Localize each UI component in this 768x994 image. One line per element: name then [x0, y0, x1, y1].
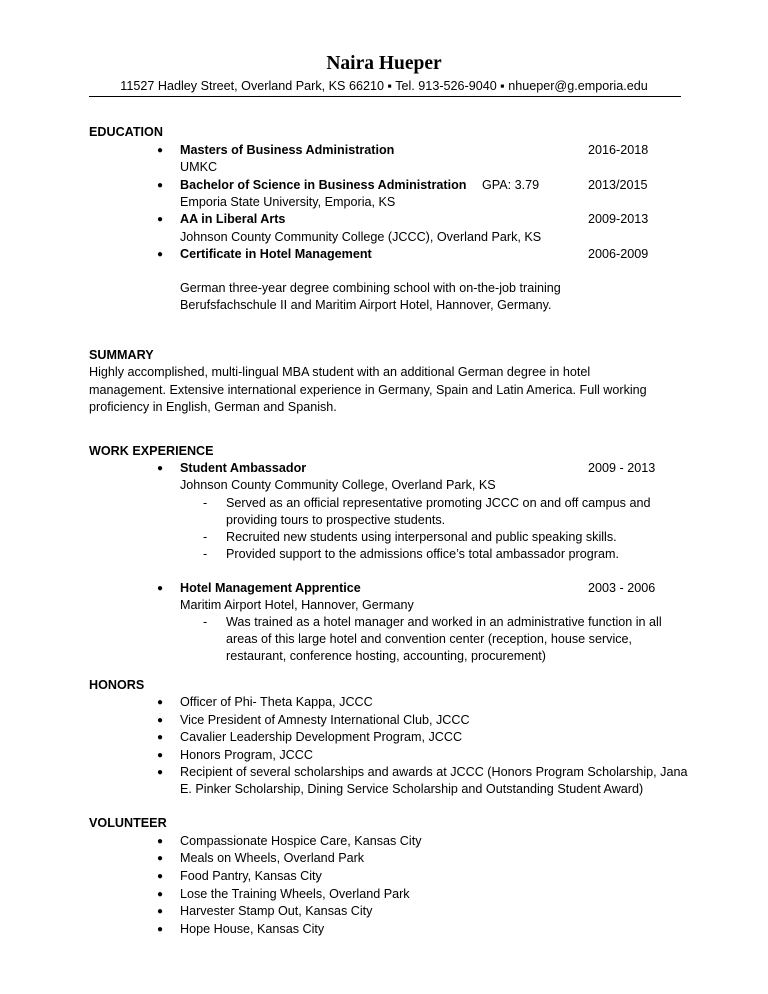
- education-title: Masters of Business Administration: [180, 143, 395, 157]
- dash-marker: -: [203, 530, 208, 544]
- bullet-icon: ●: [157, 697, 164, 708]
- volunteer-heading: VOLUNTEER: [89, 816, 167, 830]
- job-place: Maritim Airport Hotel, Hannover, Germany: [180, 598, 414, 612]
- job-date: 2009 - 2013: [588, 461, 656, 475]
- education-date: 2016-2018: [588, 143, 649, 157]
- job-duty: providing tours to prospective students.: [226, 513, 446, 527]
- honor-item-continued: E. Pinker Scholarship, Dining Service Scholarship and Outstanding Student Award): [180, 782, 644, 796]
- job-duty: areas of this large hotel and convention center (reception, house service,: [226, 632, 633, 646]
- education-institution: Johnson County Community College (JCCC), Overland Park, KS: [180, 230, 542, 244]
- dash-marker: -: [203, 496, 208, 510]
- bullet-icon: ●: [157, 145, 164, 156]
- bullet-icon: ●: [157, 853, 164, 864]
- honor-item: Cavalier Leadership Development Program, JCCC: [180, 730, 463, 744]
- education-date: 2006-2009: [588, 247, 649, 261]
- honor-item: Recipient of several scholarships and awards at JCCC (Honors Program Scholarship, Jana: [180, 765, 688, 779]
- bullet-icon: ●: [157, 732, 164, 743]
- education-title: AA in Liberal Arts: [180, 212, 286, 226]
- honor-item: Honors Program, JCCC: [180, 748, 313, 762]
- summary-text: management. Extensive international experience in Germany, Spain and Latin America. Full working: [89, 383, 647, 397]
- bullet-icon: ●: [157, 214, 164, 225]
- job-duty: Provided support to the admissions office’s total ambassador program.: [226, 547, 619, 561]
- summary-text: Highly accomplished, multi-lingual MBA student with an additional German degree in hotel: [89, 365, 591, 379]
- bullet-icon: ●: [157, 583, 164, 594]
- job-title: Hotel Management Apprentice: [180, 581, 361, 595]
- volunteer-item: Lose the Training Wheels, Overland Park: [180, 887, 410, 901]
- bullet-icon: ●: [157, 889, 164, 900]
- job-duty: Recruited new students using interpersonal and public speaking skills.: [226, 530, 617, 544]
- work-heading: WORK EXPERIENCE: [89, 444, 214, 458]
- job-title: Student Ambassador: [180, 461, 307, 475]
- job-duty: Was trained as a hotel manager and worked in an administrative function in all: [226, 615, 662, 629]
- education-institution: UMKC: [180, 160, 218, 174]
- volunteer-item: Harvester Stamp Out, Kansas City: [180, 904, 373, 918]
- bullet-icon: ●: [157, 180, 164, 191]
- job-place: Johnson County Community College, Overland Park, KS: [180, 478, 496, 492]
- education-date: 2009-2013: [588, 212, 649, 226]
- dash-marker: -: [203, 547, 208, 561]
- honors-heading: HONORS: [89, 678, 145, 692]
- education-title: Certificate in Hotel Management: [180, 247, 372, 261]
- bullet-icon: ●: [157, 249, 164, 260]
- certificate-description: Berufsfachschule II and Maritim Airport Hotel, Hannover, Germany.: [180, 298, 552, 312]
- summary-text: proficiency in English, German and Spanish.: [89, 400, 337, 414]
- bullet-icon: ●: [157, 715, 164, 726]
- resume-name: Naira Hueper: [326, 53, 442, 74]
- education-heading: EDUCATION: [89, 125, 163, 139]
- contact-line: 11527 Hadley Street, Overland Park, KS 66210 ▪ Tel. 913-526-9040 ▪ nhueper@g.emporia.edu: [120, 79, 648, 93]
- bullet-icon: ●: [157, 463, 164, 474]
- job-duty: restaurant, conference hosting, accounting, procurement): [226, 649, 546, 663]
- honor-item: Vice President of Amnesty International Club, JCCC: [180, 713, 470, 727]
- education-institution: Emporia State University, Emporia, KS: [180, 195, 396, 209]
- bullet-icon: ●: [157, 767, 164, 778]
- bullet-icon: ●: [157, 871, 164, 882]
- bullet-icon: ●: [157, 750, 164, 761]
- bullet-icon: ●: [157, 836, 164, 847]
- job-duty: Served as an official representative promoting JCCC on and off campus and: [226, 496, 651, 510]
- header-divider: [89, 96, 681, 97]
- education-title: Bachelor of Science in Business Administration: [180, 178, 467, 192]
- job-date: 2003 - 2006: [588, 581, 656, 595]
- dash-marker: -: [203, 615, 208, 629]
- summary-heading: SUMMARY: [89, 348, 154, 362]
- volunteer-item: Meals on Wheels, Overland Park: [180, 851, 365, 865]
- honor-item: Officer of Phi- Theta Kappa, JCCC: [180, 695, 373, 709]
- bullet-icon: ●: [157, 924, 164, 935]
- bullet-icon: ●: [157, 906, 164, 917]
- certificate-description: German three-year degree combining school with on-the-job training: [180, 281, 561, 295]
- education-gpa: GPA: 3.79: [482, 178, 540, 192]
- volunteer-item: Compassionate Hospice Care, Kansas City: [180, 834, 422, 848]
- volunteer-item: Hope House, Kansas City: [180, 922, 325, 936]
- volunteer-item: Food Pantry, Kansas City: [180, 869, 322, 883]
- education-date: 2013/2015: [588, 178, 648, 192]
